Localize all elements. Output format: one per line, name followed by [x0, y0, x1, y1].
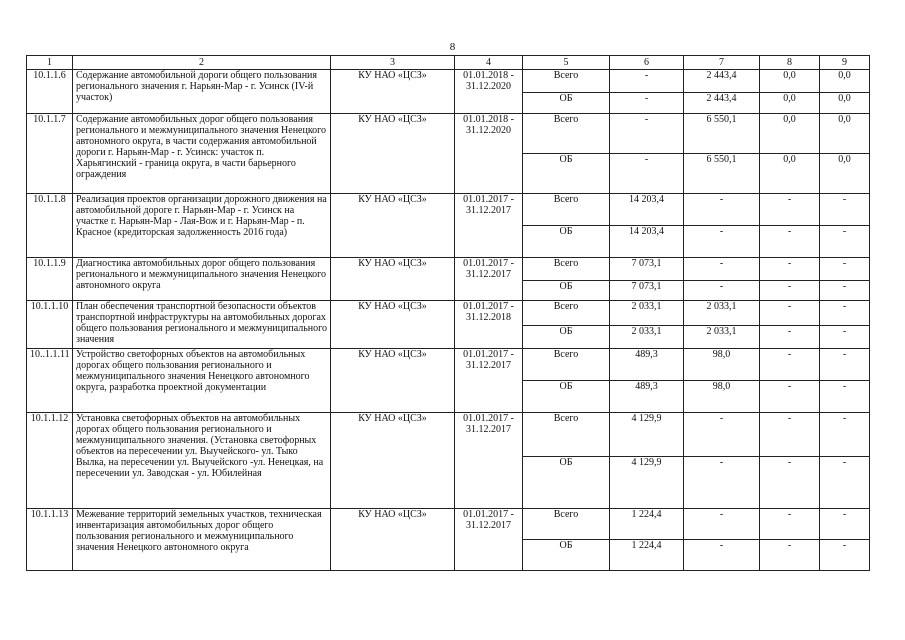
row-number: 10.1.1.8 — [27, 194, 73, 258]
value-col-8: - — [760, 258, 820, 281]
value-col-6: 4 129,9 — [610, 457, 684, 509]
funding-label: Всего — [523, 114, 610, 154]
executor: КУ НАО «ЦСЗ» — [331, 194, 455, 258]
value-col-7: - — [684, 509, 760, 540]
executor: КУ НАО «ЦСЗ» — [331, 301, 455, 349]
period: 01.01.2017 - 31.12.2017 — [455, 509, 523, 571]
activity-name: Реализация проектов организации дорожного движения на автомобильной дороге г. Нарьян-Мар - г. Усинск на участке г. Нарьян-Мар - Лая-Вож и г. Нарьян-Мар - п. Красное (кредиторская задолженность 2016 года) — [73, 194, 331, 258]
activity-name: Содержание автомобильной дороги общего пользования регионального значения г. Нарьян-Мар - г. Усинск (IV-й участок) — [73, 70, 331, 114]
funding-label: Всего — [523, 509, 610, 540]
funding-label: Всего — [523, 258, 610, 281]
value-col-7: 98,0 — [684, 349, 760, 381]
column-header: 8 — [760, 56, 820, 70]
value-col-6: 7 073,1 — [610, 258, 684, 281]
value-col-8: - — [760, 194, 820, 226]
executor: КУ НАО «ЦСЗ» — [331, 70, 455, 114]
value-col-8: - — [760, 281, 820, 301]
value-col-9: - — [820, 326, 870, 349]
activity-name: Установка светофорных объектов на автомобильных дорогах общего пользования регионального и межмуниципального значения. (Установка светофорных объектов на пересечении ул. Выучейского- ул. Тыко Вылка, на пересечении ул. Выучейского -ул. Ненецкая, на пересечении ул. Заводская - ул. Юбилейная — [73, 413, 331, 509]
table-row — [27, 114, 870, 154]
funding-label: ОБ — [523, 226, 610, 258]
value-col-9: - — [820, 457, 870, 509]
period: 01.01.2017 - 31.12.2017 — [455, 413, 523, 509]
value-col-7: 2 033,1 — [684, 301, 760, 326]
value-col-6: 7 073,1 — [610, 281, 684, 301]
value-col-8: - — [760, 226, 820, 258]
value-col-7: 98,0 — [684, 381, 760, 413]
program-activities-table — [26, 55, 870, 571]
value-col-6: 4 129,9 — [610, 413, 684, 457]
value-col-6: 1 224,4 — [610, 509, 684, 540]
activity-name: Содержание автомобильных дорог общего пользования регионального и межмуниципального значения Ненецкого автономного округа, в части содержания автомобильной дороги г. Нарьян-Мар - г. Усинск: участок п. Харьягинский - граница округа, в части барьерного ограждения — [73, 114, 331, 194]
table-row — [27, 301, 870, 326]
value-col-7: 2 443,4 — [684, 93, 760, 114]
value-col-6: 1 224,4 — [610, 540, 684, 571]
funding-label: Всего — [523, 301, 610, 326]
row-number: 10.1.1.9 — [27, 258, 73, 301]
column-header: 2 — [73, 56, 331, 70]
value-col-7: 2 033,1 — [684, 326, 760, 349]
executor: КУ НАО «ЦСЗ» — [331, 413, 455, 509]
value-col-6: - — [610, 154, 684, 194]
value-col-8: 0,0 — [760, 114, 820, 154]
activity-name: Межевание территорий земельных участков, техническая инвентаризация автомобильных дорог общего пользования регионального и межмуниципального значения Ненецкого автономного округа — [73, 509, 331, 571]
page-number: 8 — [449, 41, 456, 53]
value-col-8: - — [760, 457, 820, 509]
value-col-8: 0,0 — [760, 93, 820, 114]
funding-label: ОБ — [523, 154, 610, 194]
funding-label: ОБ — [523, 540, 610, 571]
value-col-7: - — [684, 540, 760, 571]
value-col-6: 489,3 — [610, 381, 684, 413]
row-number: 10.1.1.12 — [27, 413, 73, 509]
period: 01.01.2017 - 31.12.2018 — [455, 301, 523, 349]
row-number: 10.1.1.7 — [27, 114, 73, 194]
value-col-9: - — [820, 281, 870, 301]
column-header: 5 — [523, 56, 610, 70]
executor: КУ НАО «ЦСЗ» — [331, 349, 455, 413]
value-col-7: - — [684, 226, 760, 258]
row-number: 10..1.1.11 — [27, 349, 73, 413]
period: 01.01.2018 - 31.12.2020 — [455, 70, 523, 114]
funding-label: Всего — [523, 413, 610, 457]
activity-name: План обеспечения транспортной безопасности объектов транспортной инфраструктуры на автомобильных дорогах общего пользования регионального и межмуниципального значения — [73, 301, 331, 349]
value-col-8: - — [760, 326, 820, 349]
value-col-8: - — [760, 509, 820, 540]
executor: КУ НАО «ЦСЗ» — [331, 114, 455, 194]
period: 01.01.2018 - 31.12.2020 — [455, 114, 523, 194]
column-header: 7 — [684, 56, 760, 70]
row-number: 10.1.1.13 — [27, 509, 73, 571]
funding-label: Всего — [523, 70, 610, 93]
period: 01.01.2017 - 31.12.2017 — [455, 194, 523, 258]
value-col-6: - — [610, 70, 684, 93]
value-col-7: - — [684, 194, 760, 226]
activity-name: Устройство светофорных объектов на автомобильных дорогах общего пользования регионального и межмуниципального значения Ненецкого автономного округа, разработка проектной документации — [73, 349, 331, 413]
value-col-8: 0,0 — [760, 70, 820, 93]
value-col-8: 0,0 — [760, 154, 820, 194]
value-col-6: 2 033,1 — [610, 301, 684, 326]
value-col-9: - — [820, 381, 870, 413]
value-col-6: 14 203,4 — [610, 194, 684, 226]
value-col-9: - — [820, 194, 870, 226]
column-header: 4 — [455, 56, 523, 70]
value-col-9: - — [820, 226, 870, 258]
period: 01.01.2017 - 31.12.2017 — [455, 349, 523, 413]
table-row — [27, 413, 870, 457]
value-col-7: - — [684, 413, 760, 457]
funding-label: ОБ — [523, 93, 610, 114]
funding-label: Всего — [523, 194, 610, 226]
table-row — [27, 258, 870, 281]
value-col-9: 0,0 — [820, 114, 870, 154]
value-col-9: - — [820, 301, 870, 326]
table-row — [27, 509, 870, 540]
table-row — [27, 194, 870, 226]
value-col-9: - — [820, 349, 870, 381]
value-col-9: 0,0 — [820, 70, 870, 93]
value-col-9: 0,0 — [820, 154, 870, 194]
value-col-9: - — [820, 413, 870, 457]
value-col-7: 2 443,4 — [684, 70, 760, 93]
value-col-8: - — [760, 413, 820, 457]
value-col-6: - — [610, 93, 684, 114]
header-row — [27, 56, 870, 70]
value-col-6: 489,3 — [610, 349, 684, 381]
value-col-7: 6 550,1 — [684, 154, 760, 194]
row-number: 10.1.1.10 — [27, 301, 73, 349]
funding-label: ОБ — [523, 381, 610, 413]
executor: КУ НАО «ЦСЗ» — [331, 509, 455, 571]
column-header: 1 — [27, 56, 73, 70]
value-col-6: - — [610, 114, 684, 154]
funding-label: ОБ — [523, 281, 610, 301]
period: 01.01.2017 - 31.12.2017 — [455, 258, 523, 301]
value-col-9: - — [820, 258, 870, 281]
table-row — [27, 349, 870, 381]
executor: КУ НАО «ЦСЗ» — [331, 258, 455, 301]
value-col-6: 14 203,4 — [610, 226, 684, 258]
value-col-8: - — [760, 349, 820, 381]
column-header: 6 — [610, 56, 684, 70]
value-col-6: 2 033,1 — [610, 326, 684, 349]
row-number: 10.1.1.6 — [27, 70, 73, 114]
value-col-8: - — [760, 540, 820, 571]
column-header: 3 — [331, 56, 455, 70]
value-col-7: - — [684, 258, 760, 281]
activity-name: Диагностика автомобильных дорог общего пользования регионального и межмуниципального значения Ненецкого автономного округа — [73, 258, 331, 301]
value-col-7: 6 550,1 — [684, 114, 760, 154]
column-header: 9 — [820, 56, 870, 70]
funding-label: ОБ — [523, 326, 610, 349]
funding-label: Всего — [523, 349, 610, 381]
table-row — [27, 70, 870, 93]
value-col-9: - — [820, 540, 870, 571]
value-col-8: - — [760, 381, 820, 413]
value-col-9: 0,0 — [820, 93, 870, 114]
funding-label: ОБ — [523, 457, 610, 509]
value-col-7: - — [684, 281, 760, 301]
value-col-8: - — [760, 301, 820, 326]
value-col-7: - — [684, 457, 760, 509]
value-col-9: - — [820, 509, 870, 540]
